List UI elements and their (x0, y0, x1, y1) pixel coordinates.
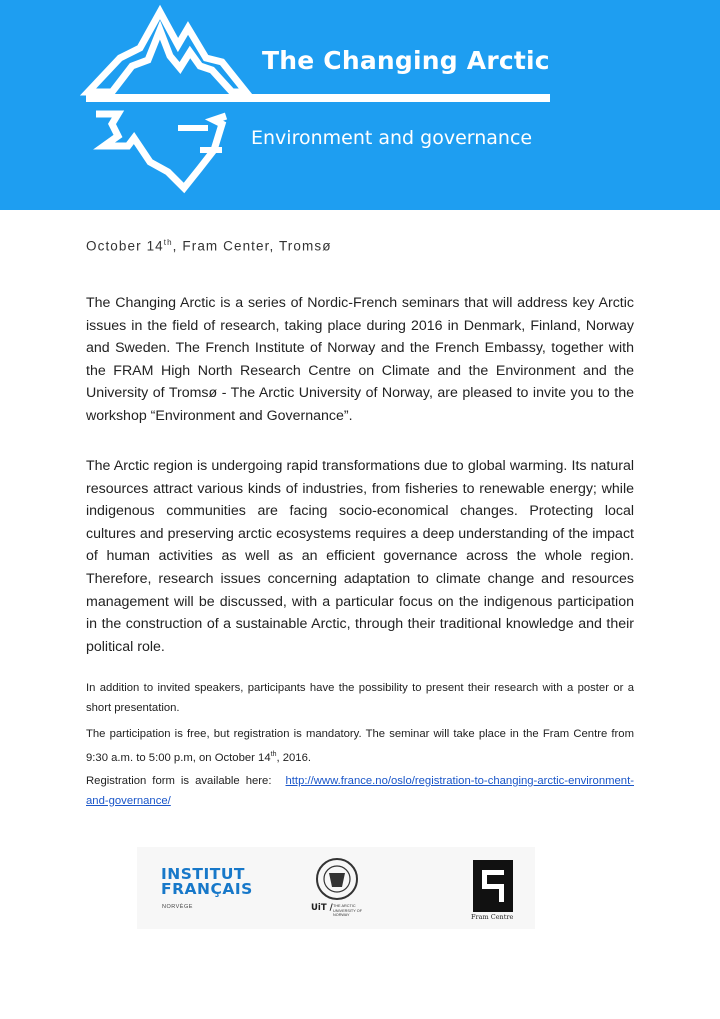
context-paragraph: The Arctic region is undergoing rapid transformations due to global warming. Its natural resources attract various kinds of industries, from fisheries to renewable energy; while indigenous communities are facing socio-economical changes. Protecting local cultures and preserving arctic ecosystems requires a deep understanding of the impact of human activities as well as an efficient governance across the whole region. Therefore, research issues concerning adaptation to climate change and resources management will be discussed, with a particular focus on the indigenous participation in the construction of a sustainable Arctic, through their traditional knowledge and their political role. (86, 458, 634, 655)
university-seal-icon (312, 857, 362, 901)
partner-logos (137, 847, 535, 929)
event-dateline (86, 238, 332, 254)
iceberg-icon (0, 0, 720, 210)
institut-line2: FRANÇAIS (161, 880, 253, 898)
registration-text: Registration form is available here: (86, 775, 278, 787)
uit-logo-caption: THE ARCTIC UNIVERSITY OF NORWAY (333, 904, 363, 917)
banner-title: The Changing Arctic (262, 46, 550, 75)
institut-francais-logo (161, 867, 253, 897)
registration-link[interactable]: http://www.france.no/oslo/registration-to-changing-arctic-environment-and-governance/ (86, 775, 634, 807)
participation-ordinal: th (270, 750, 277, 758)
speakers-paragraph: In addition to invited speakers, participants have the possibility to present their research with a poster or a short presentation. (86, 682, 634, 714)
date-location: , Fram Center, Tromsø (172, 238, 332, 254)
institut-country: NORVÈGE (162, 904, 193, 910)
participation-year: , 2016. (276, 751, 312, 764)
banner-subtitle: Environment and governance (251, 127, 533, 149)
fram-centre-caption: Fram Centre (471, 913, 514, 921)
participation-paragraph (86, 725, 634, 768)
date-ordinal: th (163, 238, 173, 247)
intro-paragraph: The Changing Arctic is a series of Nordic-French seminars that will address key Arctic issues in the field of research, taking place during 2016 in Denmark, Finland, Norway and Sweden. The French Institute of Norway and the French Embassy, together with the FRAM High North Research Centre on Climate and the Environment and the University of Tromsø - The Arctic University of Norway, are pleased to invite you to the workshop “Environment and Governance”. (86, 295, 634, 424)
date-prefix: October 14 (86, 238, 164, 254)
fram-centre-logo-icon (473, 860, 513, 912)
header-banner (0, 0, 720, 210)
participation-text: The participation is free, but registration is mandatory. The seminar will take place in the Fram Centre from 9:30 a.m. to 5:00 p.m, on October 14 (86, 728, 634, 764)
uit-logo-text: UiT / (311, 903, 333, 913)
registration-paragraph (86, 772, 634, 811)
institut-line1: INSTITUT (161, 865, 245, 883)
